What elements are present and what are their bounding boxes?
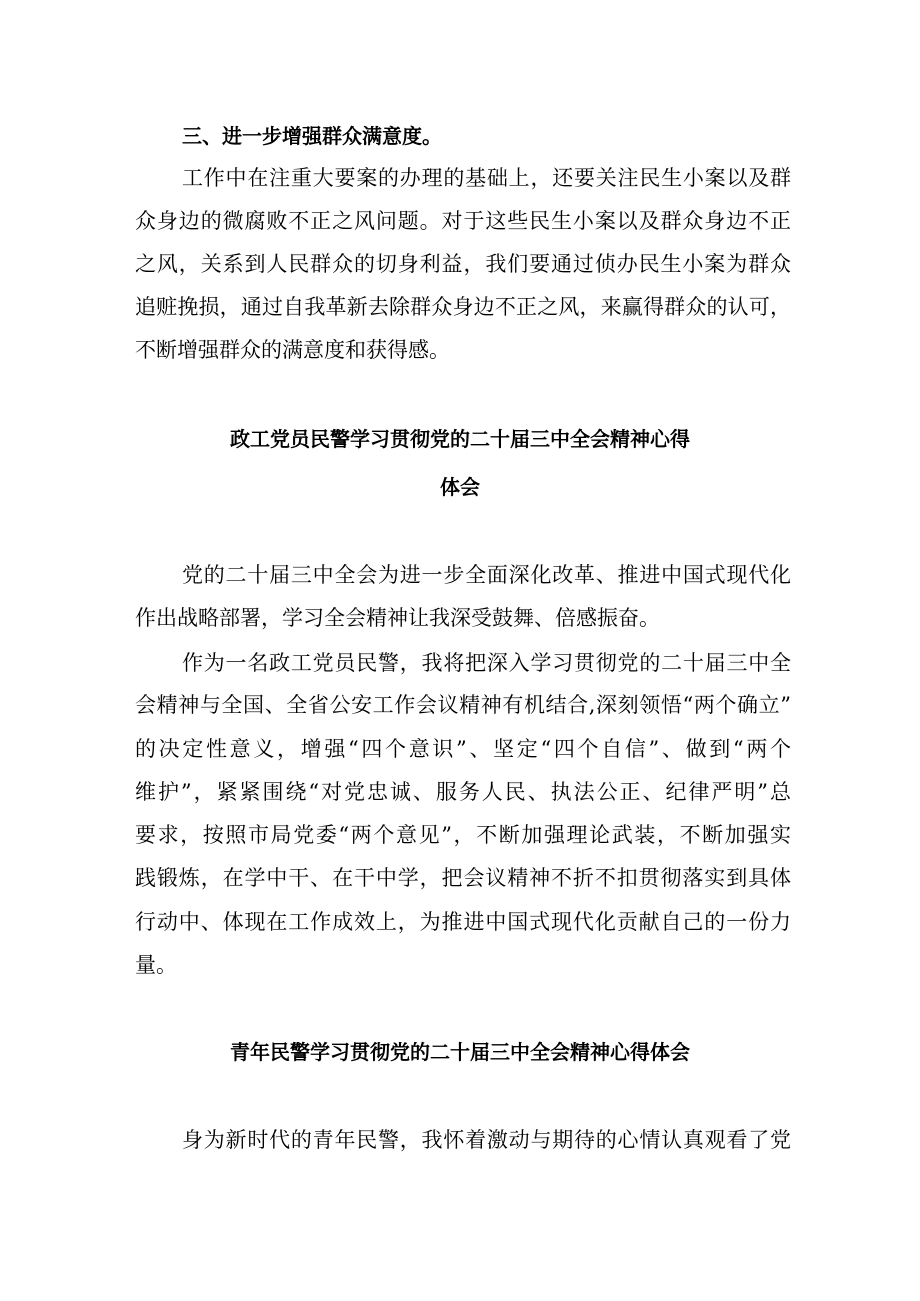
paragraph-line: 追赃挽损，通过自我革新去除群众身边不正之风，来赢得群众的认可，	[135, 295, 791, 319]
paragraph-line: 众身边的微腐败不正之风问题。对于这些民生小案以及群众身边不正	[135, 209, 791, 233]
article-title: 政工党员民警学习贯彻党的二十届三中全会精神心得	[230, 427, 690, 451]
article-title: 青年民警学习贯彻党的二十届三中全会精神心得体会	[230, 1040, 690, 1064]
paragraph-line: 的决定性意义，增强“四个意识”、坚定“四个自信”、做到“两个	[135, 737, 791, 761]
paragraph-line: 会精神与全国、全省公安工作会议精神有机结合,深刻领悟“两个确立”	[135, 693, 791, 717]
paragraph-line: 践锻炼，在学中干、在干中学，把会议精神不折不扣贯彻落实到具体	[135, 866, 791, 890]
article-title-continued: 体会	[440, 475, 480, 499]
paragraph-line: 党的二十届三中全会为进一步全面深化改革、推进中国式现代化	[182, 563, 791, 587]
paragraph-line: 之风，关系到人民群众的切身利益，我们要通过侦办民生小案为群众	[135, 252, 791, 276]
paragraph-line: 作为一名政工党员民警，我将把深入学习贯彻党的二十届三中全	[182, 651, 791, 675]
paragraph-line: 身为新时代的青年民警，我怀着激动与期待的心情认真观看了党	[182, 1128, 791, 1152]
paragraph-line: 不断增强群众的满意度和获得感。	[135, 338, 450, 362]
paragraph-line: 工作中在注重大要案的办理的基础上，还要关注民生小案以及群	[182, 166, 791, 190]
section-heading: 三、进一步增强群众满意度。	[182, 124, 442, 148]
paragraph-line: 维护”，紧紧围绕“对党忠诚、服务人民、执法公正、纪律严明”总	[135, 780, 791, 804]
paragraph-line: 作出战略部署，学习全会精神让我深受鼓舞、倍感振奋。	[135, 606, 660, 630]
paragraph-line: 行动中、体现在工作成效上，为推进中国式现代化贡献自己的一份力	[135, 910, 791, 934]
paragraph-line: 要求，按照市局党委“两个意见”，不断加强理论武装，不断加强实	[135, 823, 791, 847]
paragraph-line: 量。	[135, 953, 177, 977]
